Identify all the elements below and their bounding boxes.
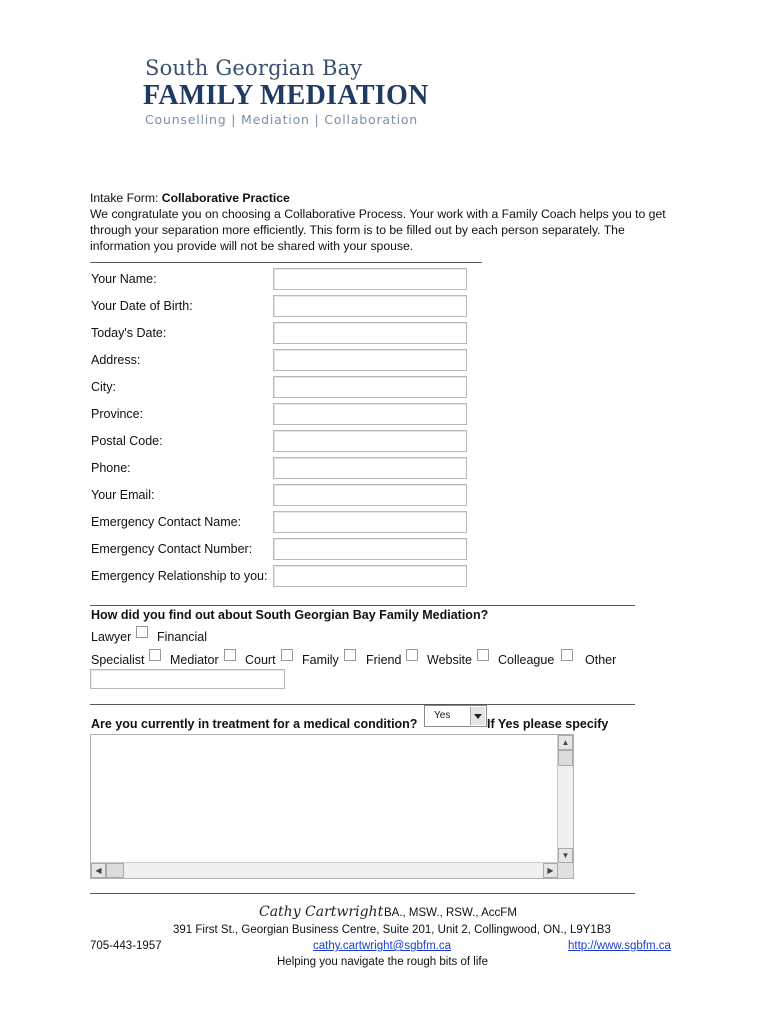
medical-specify-textarea[interactable] xyxy=(90,734,574,879)
option-label-lawyer: Lawyer xyxy=(91,630,132,644)
checkbox-family[interactable] xyxy=(344,649,356,661)
scroll-right-icon[interactable]: ▶ xyxy=(543,863,558,878)
logo-main-line: FAMILY MEDIATION xyxy=(143,80,429,111)
footer-website-link[interactable]: http://www.sgbfm.ca xyxy=(568,940,671,952)
footer-phone: 705-443-1957 xyxy=(90,940,162,952)
option-label-website: Website xyxy=(427,653,472,667)
logo-title-line: South Georgian Bay xyxy=(145,56,363,80)
divider xyxy=(90,704,635,705)
divider xyxy=(90,605,635,606)
checkbox-colleague[interactable] xyxy=(561,649,573,661)
field-label-emergency-name: Emergency Contact Name: xyxy=(91,515,242,529)
scroll-thumb[interactable] xyxy=(106,863,124,878)
field-label-province: Province: xyxy=(91,407,144,421)
checkbox-website[interactable] xyxy=(477,649,489,661)
todays-date-input[interactable] xyxy=(273,322,467,344)
option-label-family: Family xyxy=(302,653,339,667)
emergency-relationship-input[interactable] xyxy=(273,565,467,587)
option-label-specialist: Specialist xyxy=(91,653,145,667)
checkbox-court[interactable] xyxy=(281,649,293,661)
scroll-thumb[interactable] xyxy=(558,750,573,766)
vertical-scrollbar[interactable] xyxy=(557,735,573,863)
phone-input[interactable] xyxy=(273,457,467,479)
option-label-friend: Friend xyxy=(366,653,402,667)
province-input[interactable] xyxy=(273,403,467,425)
city-input[interactable] xyxy=(273,376,467,398)
footer-email-link[interactable]: cathy.cartwright@sgbfm.ca xyxy=(313,940,452,952)
checkbox-lawyer[interactable] xyxy=(136,626,148,638)
email-input[interactable] xyxy=(273,484,467,506)
footer-tagline: Helping you navigate the rough bits of life xyxy=(277,956,488,968)
form-title: Collaborative Practice xyxy=(161,191,290,205)
name-input[interactable] xyxy=(273,268,467,290)
specify-label: If Yes please specify xyxy=(487,717,609,731)
referral-question: How did you find out about South Georgian Bay Family Mediation? xyxy=(91,608,489,622)
medical-select-value: Yes xyxy=(434,710,451,721)
medical-select[interactable] xyxy=(424,705,487,727)
footer-address: 391 First St., Georgian Business Centre, Suite 201, Unit 2, Collingwood, ON., L9Y1B3 xyxy=(173,924,611,936)
scroll-corner xyxy=(558,863,573,878)
footer-name: Cathy Cartwright xyxy=(259,904,384,920)
address-input[interactable] xyxy=(273,349,467,371)
emergency-number-input[interactable] xyxy=(273,538,467,560)
option-label-financial: Financial xyxy=(157,630,208,644)
checkbox-friend[interactable] xyxy=(406,649,418,661)
field-label-today: Today's Date: xyxy=(91,326,167,340)
field-label-city: City: xyxy=(91,380,116,394)
postal-code-input[interactable] xyxy=(273,430,467,452)
field-label-emergency-relationship: Emergency Relationship to you: xyxy=(91,569,268,583)
intro-body: We congratulate you on choosing a Collaborative Process. Your work with a Family Coach helps you to get through your separation more efficiently. This form is to be filled out by each person separately. The information you provide will not be shared with your spouse. xyxy=(90,207,666,253)
emergency-name-input[interactable] xyxy=(273,511,467,533)
scroll-left-icon[interactable]: ◀ xyxy=(91,863,106,878)
option-label-mediator: Mediator xyxy=(170,653,219,667)
checkbox-financial-specialist[interactable] xyxy=(149,649,161,661)
divider xyxy=(90,262,482,263)
option-label-colleague: Colleague xyxy=(498,653,555,667)
field-label-dob: Your Date of Birth: xyxy=(91,299,193,313)
option-label-court: Court xyxy=(245,653,276,667)
form-label: Intake Form: xyxy=(90,191,162,205)
divider xyxy=(90,893,635,894)
scroll-up-icon[interactable]: ▲ xyxy=(558,735,573,750)
field-label-name: Your Name: xyxy=(91,272,157,286)
logo-tagline: Counselling | Mediation | Collaboration xyxy=(145,112,419,127)
dob-input[interactable] xyxy=(273,295,467,317)
field-label-email: Your Email: xyxy=(91,488,155,502)
other-specify-input[interactable] xyxy=(90,669,285,689)
field-label-address: Address: xyxy=(91,353,141,367)
field-label-phone: Phone: xyxy=(91,461,131,475)
intro-block xyxy=(90,190,680,254)
field-label-emergency-number: Emergency Contact Number: xyxy=(91,542,253,556)
option-label-other: Other xyxy=(585,653,617,667)
field-label-postal: Postal Code: xyxy=(91,434,163,448)
chevron-down-icon[interactable] xyxy=(470,707,485,725)
footer-credentials: BA., MSW., RSW., AccFM xyxy=(384,907,517,919)
checkbox-mediator[interactable] xyxy=(224,649,236,661)
horizontal-scrollbar[interactable] xyxy=(91,862,558,878)
scroll-down-icon[interactable]: ▼ xyxy=(558,848,573,863)
medical-question: Are you currently in treatment for a medical condition? xyxy=(91,717,418,731)
